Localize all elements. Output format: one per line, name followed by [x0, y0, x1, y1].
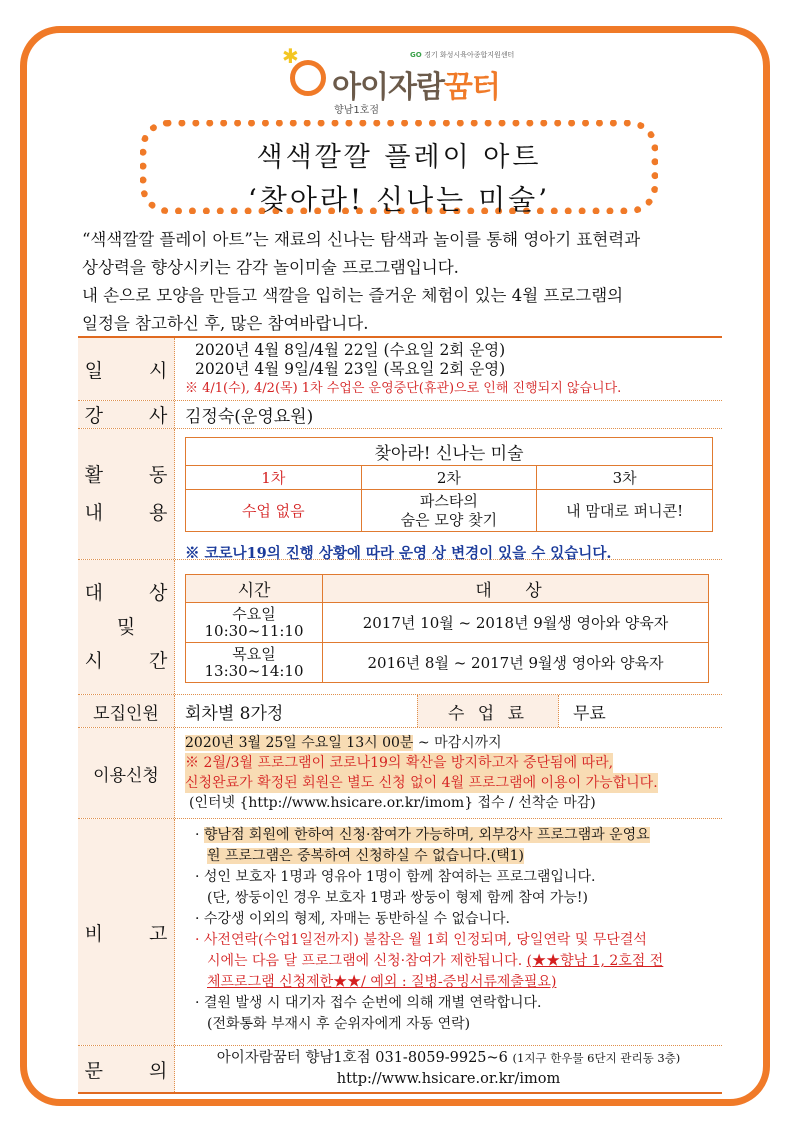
intro-line: 일정을 참고하신 후, 많은 참여바랍니다.: [82, 314, 369, 333]
activity-note: ※ 코로나19의 진행 상황에 따라 운영 상 변경이 있을 수 있습니다.: [185, 545, 612, 562]
recruit-count: 회차별 8가정: [185, 703, 284, 724]
remarks-label: 비 고: [78, 819, 175, 1045]
session-content: 파스타의 숨은 모양 찾기: [361, 490, 537, 532]
target-value: [175, 560, 722, 694]
instructor-row: [78, 401, 722, 429]
remarks-row: [78, 819, 722, 1046]
star-icon: ✱: [282, 44, 299, 68]
contact-url[interactable]: http://www.hsicare.or.kr/imom: [336, 1071, 561, 1087]
title-line1: 색색깔깔 플레이 아트: [256, 142, 542, 173]
activity-label: 활 동 내 용: [78, 429, 175, 559]
intro-line: 내 손으로 모양을 만들고 색깔을 입히는 즐거운 체험이 있는 4월 프로그램의: [82, 286, 624, 305]
info-table: [78, 336, 722, 1094]
remark-item: · 성인 보호자 1명과 영유아 1명이 함께 참여하는 프로그램입니다.: [195, 869, 596, 885]
instructor-value: 김정숙(운영요원): [185, 407, 314, 427]
title-box: [140, 120, 658, 214]
logo-face-icon: [290, 60, 326, 96]
contact-value: [175, 1046, 722, 1092]
intro-line: “색색깔깔 플레이 아트”는 재료의 신나는 탐색과 놀이를 통해 영아기 표현력과: [82, 230, 641, 249]
schedule-label: 일 시: [78, 338, 175, 400]
schedule-note: ※ 4/1(수), 4/2(목) 1차 수업은 운영중단(휴관)으로 인해 진행되지 않습니다.: [185, 381, 622, 396]
remark-item: · 수강생 이외의 형제, 자매는 동반하실 수 없습니다.: [195, 911, 510, 927]
apply-note: 신청완료가 확정된 회원은 별도 신청 없이 4월 프로그램에 이용이 가능합니다.: [185, 775, 658, 791]
logo-branch: 향남1호점: [334, 105, 380, 116]
logo: [282, 46, 532, 118]
remark-item: · 향남점 회원에 한하여 신청·참여가 가능하며, 외부강사 프로그램과 운영요: [195, 827, 650, 843]
intro-text: [82, 226, 722, 338]
session-round: 2차: [361, 466, 537, 490]
fee-label: 수 업 료: [417, 695, 559, 727]
session-content: 수업 없음: [186, 490, 362, 532]
fee-value: 무료: [573, 703, 606, 724]
intro-line: 상상력을 향상시키는 감각 놀이미술 프로그램입니다.: [82, 258, 459, 277]
apply-label: 이용신청: [78, 728, 175, 818]
remark-item-cont: 시에는 다음 달 프로그램에 신청·참여가 제한됩니다. (★★향남 1, 2호점 전: [207, 953, 664, 969]
remarks-value: [175, 819, 722, 1045]
instructor-label: 강 사: [78, 401, 175, 428]
schedule-value: [175, 338, 722, 400]
session-round: 1차: [186, 466, 362, 490]
target-time-cell: 목요일 13:30~14:10: [186, 643, 323, 683]
logo-name: 아이자람꿈터: [332, 70, 500, 105]
target-label: 대 상 및 시 간: [78, 560, 175, 694]
remark-item-cont: 체프로그램 신청제한★★/ 예외 : 질병-증빙서류제출필요): [207, 974, 557, 990]
schedule-line: 2020년 4월 9일/4월 23일 (목요일 2회 운영): [195, 360, 506, 378]
apply-note: ※ 2월/3월 프로그램이 코로나19의 확산을 방지하고자 중단됨에 따라,: [185, 755, 614, 771]
recruit-row: [78, 695, 722, 728]
remark-item: · 사전연락(수업1일전까지) 불참은 월 1회 인정되며, 당일연락 및 무단결석: [195, 932, 647, 948]
target-col-target: 대 상: [323, 575, 709, 603]
recruit-value: [175, 695, 722, 727]
title-line2: ‘찾아라! 신나는 미술’: [247, 183, 551, 216]
recruit-label: 모집인원: [78, 695, 175, 727]
session-content: 내 맘대로 퍼니콘!: [537, 490, 713, 532]
schedule-line: 2020년 4월 8일/4월 22일 (수요일 2회 운영): [195, 341, 506, 359]
activity-table-title: 찾아라! 신나는 미술: [186, 438, 713, 466]
apply-period: 2020년 3월 25일 수요일 13시 00분 ~ 마감시까지: [185, 735, 502, 751]
target-cell: 2016년 8월 ~ 2017년 9월생 영아와 양육자: [323, 643, 709, 683]
remark-item-cont: (전화통화 부재시 후 순위자에게 자동 연락): [207, 1016, 471, 1032]
activity-value: [175, 429, 723, 562]
activity-row: [78, 429, 722, 560]
remark-item: · 결원 발생 시 대기자 접수 순번에 의해 개별 연락합니다.: [195, 995, 542, 1011]
target-row: [78, 560, 722, 695]
remark-item-cont: 원 프로그램은 중복하여 신청하실 수 없습니다.(택1): [207, 848, 525, 864]
remark-item-cont: (단, 쌍둥이인 경우 보호자 1명과 쌍둥이 형제 함께 참여 가능!): [207, 890, 589, 906]
apply-online: (인터넷 {http://www.hsicare.or.kr/imom} 접수 / 선착순 마감): [189, 795, 596, 811]
apply-value: [175, 728, 722, 818]
contact-row: [78, 1046, 722, 1092]
session-round: 3차: [537, 466, 713, 490]
schedule-row: [78, 338, 722, 401]
activity-table: [185, 437, 713, 532]
contact-label: 문 의: [78, 1046, 175, 1092]
logo-center: GO 경기 화성시육아종합지원센터: [410, 51, 515, 59]
contact-phone: 아이자람꿈터 향남1호점 031-8059-9925~6 (1지구 한우물 6단지 관리동 3층): [216, 1050, 681, 1066]
target-col-time: 시간: [186, 575, 323, 603]
target-cell: 2017년 10월 ~ 2018년 9월생 영아와 양육자: [323, 603, 709, 643]
apply-row: [78, 728, 722, 819]
target-table: [185, 574, 709, 683]
target-time-cell: 수요일 10:30~11:10: [186, 603, 323, 643]
